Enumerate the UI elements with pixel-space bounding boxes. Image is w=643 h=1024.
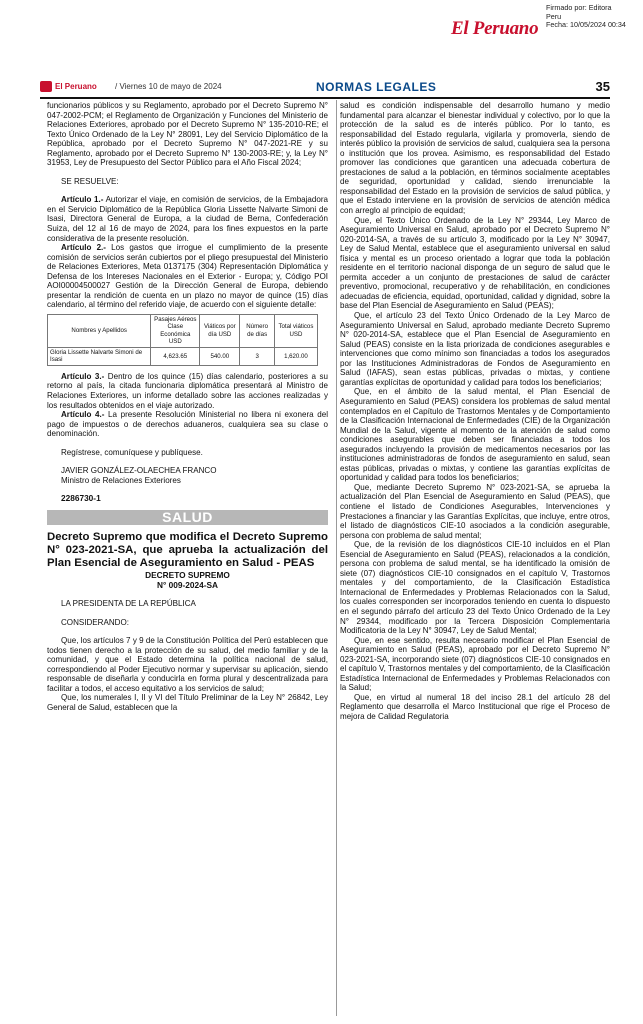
signature-line: Peru: [546, 11, 562, 21]
signature-line: Firmado por: Editora: [546, 3, 612, 12]
article-2: [47, 243, 328, 310]
paragraph: Que, los artículos 7 y 9 de la Constitución Política del Perú establecen que todos tienen derecho a la protección de su salud, del medio familiar y de la comunidad, y que el Estado determina la política nacional de salud, correspondiendo al Poder Ejecutivo normar y supervisar su aplicación, siendo responsable de diseñarla y conducirla en forma plural y descentralizada para facilitar a todos, el acceso equitativo a los servicios de salud;: [47, 636, 328, 693]
table-cell: 4,623.65: [151, 347, 200, 365]
article-text: La presente Resolución Ministerial no libera ni exonera del pago de impuestos o de derechos aduaneros, cualquiera sea su clase o denominación.: [47, 410, 328, 439]
page-number: 35: [595, 79, 610, 94]
column-divider: [336, 100, 337, 1016]
paragraph: funcionarios públicos y su Reglamento, aprobado por el Decreto Supremo N° 047-2002-PCM; el Reglamento de Organización y Funciones del Ministerio de Relaciones Exteriores, aprobado por el Decreto Supremo N° 135-2010-RE; el Texto Único Ordenado de la Ley N° 28091, Ley del Servicio Diplomático de la República, aprobado por el Decreto Supremo N° 047-2021-RE y su Reglamento, aprobado por el Decreto Supremo N° 130-2003-RE; y, la Ley N° 31953, Ley de Presupuesto del Sector Público para el Año Fiscal 2024;: [47, 101, 328, 168]
table-header-row: [48, 314, 318, 347]
se-resuelve: SE RESUELVE:: [61, 176, 119, 186]
column-header: Nombres y Apellidos: [48, 314, 151, 347]
signer-title: Ministro de Relaciones Exteriores: [61, 475, 181, 485]
table-cell: 1,620.00: [274, 347, 317, 365]
article-label: Artículo 1.-: [61, 195, 104, 205]
masthead-logo: El Peruano: [451, 18, 539, 39]
closing-formula: Regístrese, comuníquese y publíquese.: [61, 447, 203, 457]
article-1: [47, 195, 328, 243]
paragraph: salud es condición indispensable del desarrollo humano y medio fundamental para alcanzar el bienestar individual y colectivo, por lo que la protección de la salud es de interés público. Por lo tanto, es responsabilidad del Estado regularla, vigilarla y promoverla, siendo de interés público la provisión de servicios de salud, cualquiera sea la persona o institución que los provea. Asimismo, es responsabilidad del Estado promover las condiciones que garanticen una adecuada cobertura de prestaciones de salud a la población, en términos socialmente aceptables de seguridad, oportunidad y calidad, siendo irrenunciable la responsabilidad del Estado en la provisión de servicios de salud pública, y que el Estado interviene en la provisión de servicios de atención médica con arreglo al principio de equidad;: [340, 101, 610, 216]
decree-title: Decreto Supremo que modifica el Decreto Supremo N° 023-2021-SA, que aprueba la actualización del Plan Esencial de Aseguramiento en Salud - PEAS: [47, 530, 328, 569]
article-4: [47, 410, 328, 439]
right-column: [340, 101, 610, 722]
article-text: Los gastos que irrogue el cumplimiento de la presente comisión de servicios serán cubiertos por el pliego presupuestal del Ministerio de Relaciones Exteriores, Meta 0137175 (304) Representación Diplomática y Defensa de los Intereses Nacionales en el Exterior - Europa; y, Código POI AOI00004500027 Gestión de la Dirección General de Europa, debiendo presentar la rendición de cuenta en un plazo no mayor de quince (15) días calendario, al término del referido viaje, de acuerdo con el siguiente detalle:: [47, 243, 328, 310]
header-publication: El Peruano: [55, 82, 97, 91]
signer-name: JAVIER GONZÁLEZ-OLAECHEA FRANCO: [61, 466, 217, 476]
header-section: NORMAS LEGALES: [316, 80, 437, 94]
column-header: Viáticos por día USD: [200, 314, 240, 347]
header-rule: [40, 97, 610, 99]
header-date: / Viernes 10 de mayo de 2024: [115, 82, 222, 91]
article-label: Artículo 3.-: [61, 371, 105, 381]
paragraph: Que, de la revisión de los diagnósticos CIE-10 incluidos en el Plan Esencial de Aseguramiento en Salud (PEAS), relacionados a la condición, persona con problema de salud mental, se ha identificado la omisión de siete (07) diagnósticos CIE-10 consignados en el capítulo V, Trastornos mentales y del comportamiento, de la Clasificación Estadística Internacional de Enfermedades y Problemas Relacionados con la Salud, los cuales corresponden ser incorporados teniendo en cuenta lo dispuesto en el segundo párrafo del artículo 23 del Texto Único Ordenado de la Ley N° 29344, modificado por la Tercera Disposición Complementaria Modificatoria de la Ley N° 30947, Ley de Salud Mental;: [340, 540, 610, 636]
column-header: Número de días: [240, 314, 274, 347]
paragraph: Que, en virtud al numeral 18 del inciso 28.1 del artículo 28 del Reglamento que desarrolla el Marco Institucional que rige el Proceso de mejora de Calidad Regulatoria: [340, 692, 610, 721]
column-header: Pasajes Aéreos Clase Económica USD: [151, 314, 200, 347]
paragraph: Que, el Texto Único Ordenado de la Ley N° 29344, Ley Marco de Aseguramiento Universal en Salud, aprobado por el Decreto Supremo N° 020-2014-SA, a través de su artículo 3, modificado por la Ley N° 30947, Ley de Salud Mental, establece que el aseguramiento universal en salud física y mental es un proceso orientado a lograr que toda la población residente en el territorio nacional disponga de un seguro de salud que le permita acceder a un conjunto de prestaciones de salud de carácter preventivo, promocional, recuperativo y de rehabilitación, en condiciones adecuadas de eficiencia, equidad, oportunidad, calidad y dignidad, sobre la base del Plan Esencial de Aseguramiento en Salud (PEAS);: [340, 215, 610, 311]
article-label: Artículo 2.-: [61, 243, 106, 253]
left-column: [47, 101, 328, 713]
article-text: Autorizar el viaje, en comisión de servicios, de la Embajadora en el Servicio Diplomático de la República Gloria Lissette Nalvarte Simoni de Isasi, Directora General de Europa, a la ciudad de Berna, Confederación Suiza, del 12 al 16 de mayo de 2024, para los fines expuestos en la parte considerativa de la presente resolución.: [47, 195, 329, 243]
table-cell: 3: [240, 347, 274, 365]
article-text: Dentro de los quince (15) días calendario, posteriores a su retorno al país, la citada funcionaria diplomática presentará al Ministro de Relaciones Exteriores, un informe detallado sobre las acciones realizadas y los resultados obtenidos en el viaje autorizado.: [47, 371, 329, 410]
table-row: [48, 347, 318, 365]
paragraph: Que, mediante Decreto Supremo N° 023-2021-SA, se aprueba la actualización del Plan Esencial de Aseguramiento en Salud (PEAS), que contiene el listado de Condiciones Asegurables, Intervenciones y Prestaciones a financiar y las Garantías Explícitas, que incluye, entre otros, el listado de diagnósticos CIE-10 asociados a la condición asegurable, persona con problema de salud mental;: [340, 482, 610, 540]
considerando: CONSIDERANDO:: [61, 617, 129, 627]
digital-signature: [546, 4, 626, 30]
peruano-logo-icon: [40, 81, 52, 92]
travel-expenses-table: [47, 314, 318, 366]
section-banner: SALUD: [47, 510, 328, 525]
paragraph: Que, en el ámbito de la salud mental, el Plan Esencial de Aseguramiento en Salud (PEAS) considera los problemas de salud mental contemplados en el Capítulo de Trastornos Mentales y de Comportamiento de la Clasificación Internacional de Enfermedades (CIE) de la Organización Mundial de la Salud, vigente al momento de la atención de salud como condiciones asegurables que deben ser financiadas a todos los asegurados incluyendo la provisión de medicamentos necesarios por las instituciones administradoras de fondos de aseguramiento en salud, sean estas públicas, privadas o mixtas, y contiene las garantías explícitas de oportunidad y calidad para todos los beneficiarios;: [340, 387, 610, 483]
paragraph: Que, el artículo 23 del Texto Único Ordenado de la Ley Marco de Aseguramiento Universal en Salud, aprobado mediante Decreto Supremo N° 020-2014-SA, establece que el Plan Esencial de Aseguramiento en Salud (PEAS) consiste en la lista priorizada de condiciones asegurables e intervenciones que como mínimo son financiadas a todos los asegurados por las Instituciones Administradoras de Fondos de Aseguramiento en Salud (IAFAS), sean estas públicas, privadas o mixtas, y contiene garantías explícitas de oportunidad y calidad para todos los beneficiarios;: [340, 311, 610, 387]
decree-label: DECRETO SUPREMO: [145, 570, 230, 581]
paragraph: Que, en ese sentido, resulta necesario modificar el Plan Esencial de Aseguramiento en Salud (PEAS), aprobado por el Decreto Supremo N° 023-2021-SA, incorporando siete (07) diagnósticos CIE-10 consignados en el capítulo V, Trastornos mentales y del comportamiento, de la Clasificación Estadística Internacional de Enfermedades y Problemas Relacionados con la Salud;: [340, 635, 610, 693]
publication-code: 2286730-1: [61, 493, 101, 504]
column-header: Total viáticos USD: [274, 314, 317, 347]
decree-number: N° 009-2024-SA: [157, 580, 218, 591]
article-label: Artículo 4.-: [61, 410, 105, 420]
running-header: [40, 80, 610, 96]
table-cell: 540.00: [200, 347, 240, 365]
paragraph: Que, los numerales I, II y VI del Título Preliminar de la Ley N° 26842, Ley General de Salud, establecen que la: [47, 693, 328, 713]
signature-line: Fecha: 10/05/2024 00:34: [546, 20, 626, 30]
article-3: [47, 372, 328, 410]
table-cell: Gloria Lissette Nalvarte Simoni de Isasi: [48, 347, 151, 365]
authority: LA PRESIDENTA DE LA REPÚBLICA: [61, 599, 196, 609]
